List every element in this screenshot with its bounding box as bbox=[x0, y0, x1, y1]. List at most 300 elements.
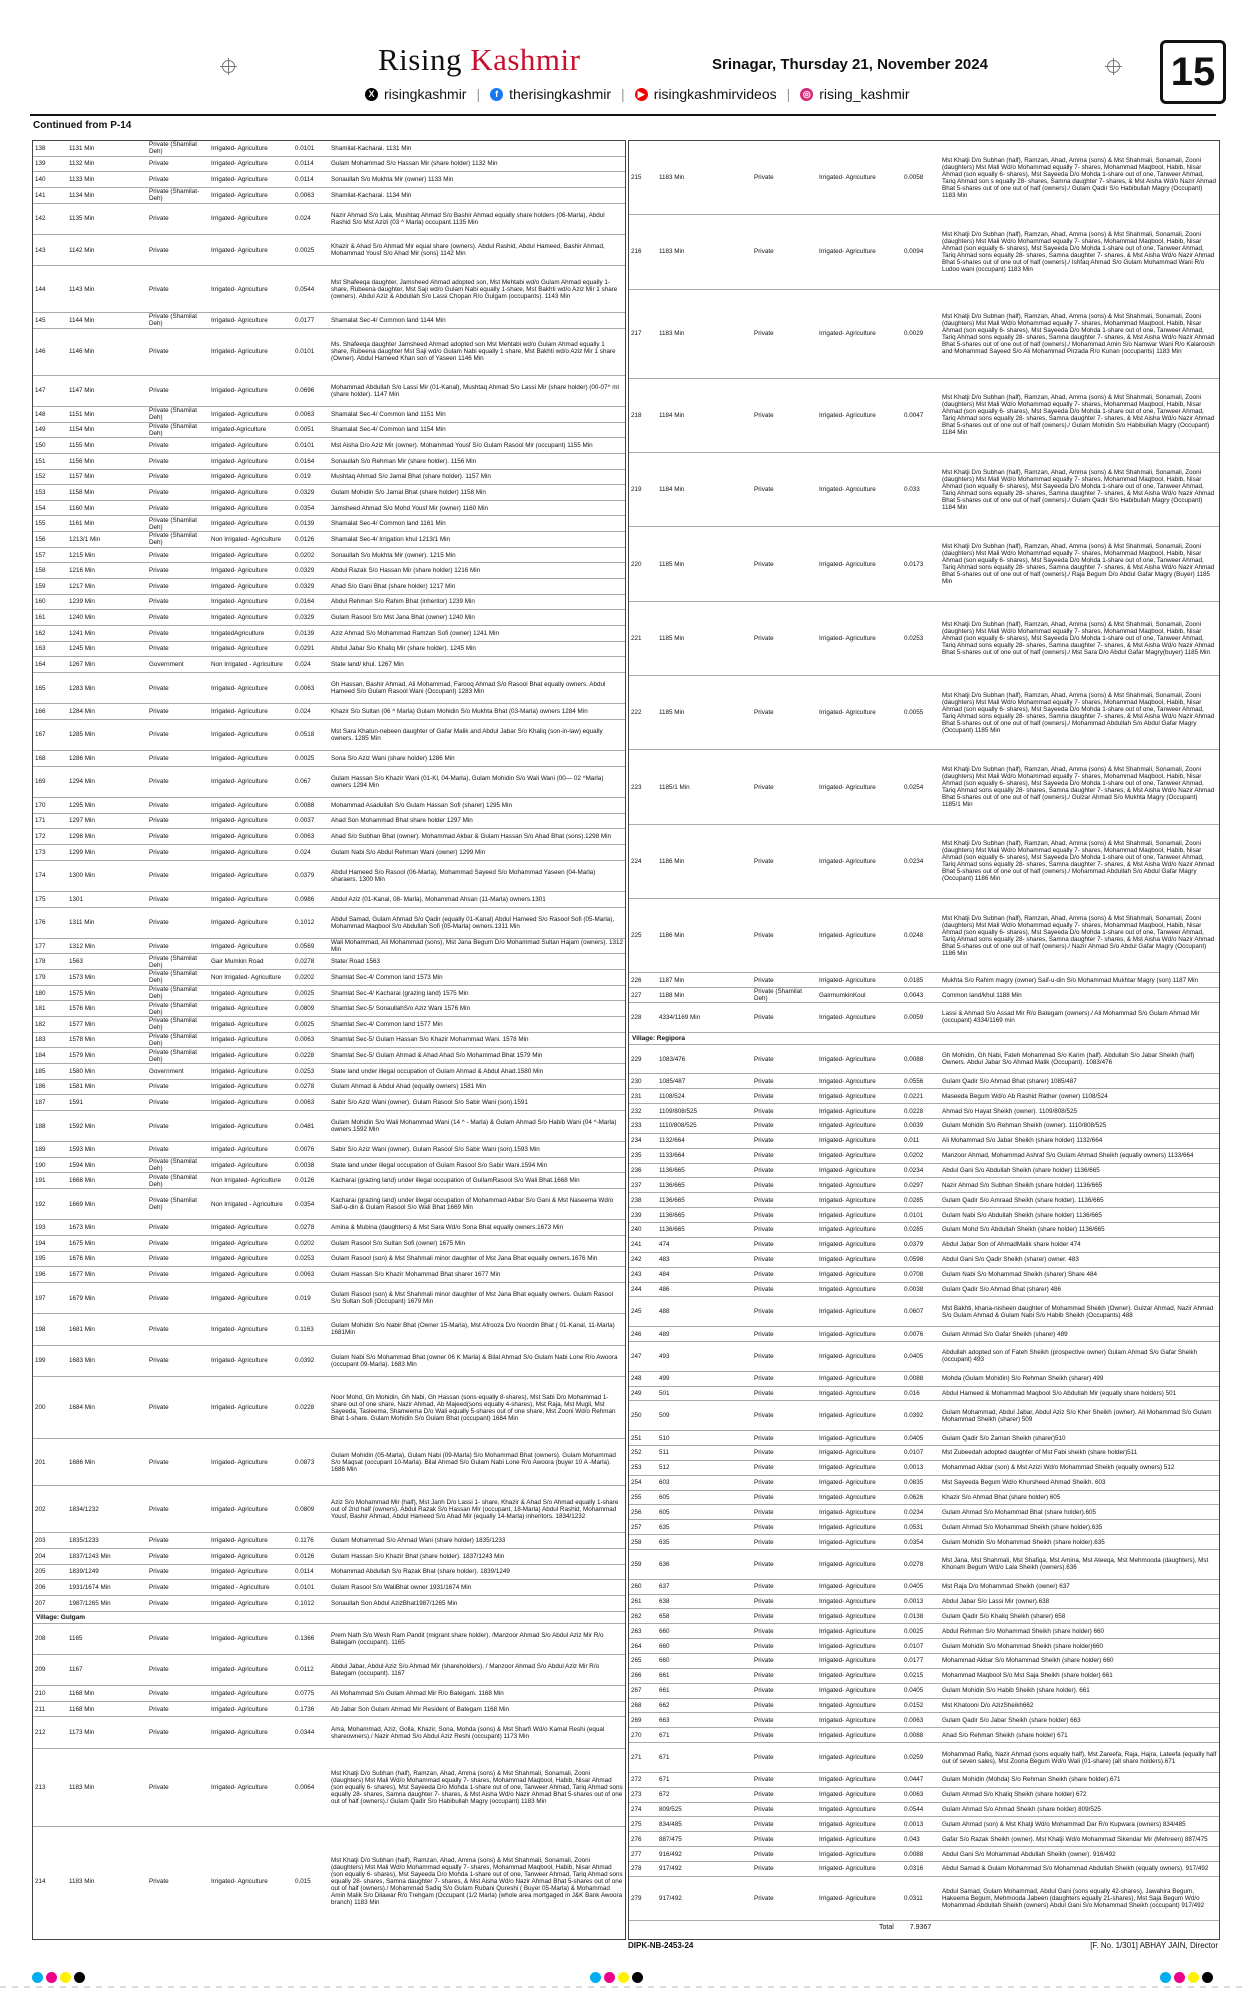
cell-serial-number: 194 bbox=[35, 1239, 46, 1247]
cell-area-value: 0.0038 bbox=[904, 1285, 924, 1293]
cell-owner-details: Gulam Ahmad (son) & Mst Khatji Wd/o Mohammad Dar R/o Kupwara (owners) 834/485 bbox=[942, 1820, 1186, 1828]
cell-ownership-type: Private bbox=[149, 457, 169, 465]
cell-khasra-number: 1151 Min bbox=[69, 410, 95, 418]
cell-khasra-number: 1245 Min bbox=[69, 645, 95, 653]
cell-serial-number: 230 bbox=[631, 1077, 642, 1085]
cell-ownership-type: Private bbox=[754, 1152, 774, 1160]
notice-code: DIPK-NB-2453-24 bbox=[628, 1941, 694, 1950]
cell-owner-details: Gulam Qadir S/o Jabar Sheikh (share holder) 663 bbox=[942, 1716, 1081, 1724]
cell-khasra-number: 1575 Min bbox=[69, 989, 95, 997]
cell-ownership-type: Private bbox=[754, 1375, 774, 1383]
cell-ownership-type: Private bbox=[754, 1560, 774, 1568]
table-row bbox=[629, 1104, 1219, 1119]
cell-serial-number: 236 bbox=[631, 1167, 642, 1175]
cell-ownership-type: Private bbox=[149, 1505, 169, 1513]
table-row bbox=[33, 1377, 625, 1440]
cell-serial-number: 205 bbox=[35, 1568, 46, 1576]
table-row bbox=[33, 563, 625, 579]
cell-khasra-number: 1167 bbox=[69, 1666, 83, 1674]
registration-mark-icon bbox=[222, 60, 235, 73]
cell-owner-details: Shamlat Sec-4/ Common land 1577 Min bbox=[331, 1020, 443, 1028]
cell-area-value: 0.0101 bbox=[295, 442, 315, 450]
table-row bbox=[629, 1491, 1219, 1506]
cell-owner-details: Shamalat Sec-4/ Irrigation khul 1213/1 Min bbox=[331, 535, 451, 543]
cell-serial-number: 152 bbox=[35, 473, 46, 481]
cell-land-class: Irrigated- Agriculture bbox=[819, 1850, 876, 1858]
cell-owner-details: Gulam Mohidin S/o Mohammad Sheikh (share holder).635 bbox=[942, 1538, 1105, 1546]
cell-land-class: Irrigated- Agriculture bbox=[819, 932, 876, 940]
cell-owner-details: Ahmad S/o Hayat Sheikh (owner). 1109/808/525 bbox=[942, 1107, 1077, 1115]
cell-area-value: 0.0063 bbox=[904, 1791, 924, 1799]
cell-land-class: Irrigated- Agriculture bbox=[819, 1375, 876, 1383]
cell-area-value: 0.0063 bbox=[295, 684, 315, 692]
cell-serial-number: 255 bbox=[631, 1493, 642, 1501]
cell-owner-details: Gulam Rasool (son) & Mst Shahmali minor daughter of Mst Jana Bhat equally owners.1676 Min bbox=[331, 1255, 598, 1263]
cell-ownership-type: Private bbox=[754, 1731, 774, 1739]
cell-khasra-number: 1157 Min bbox=[69, 473, 95, 481]
cell-ownership-type: Private (Shamilat Deh) bbox=[149, 954, 197, 969]
cell-owner-details: Mohammad Asadullah S/o Gulam Hassan Sofi (sharer) 1295 Min bbox=[331, 801, 512, 809]
cell-serial-number: 215 bbox=[631, 174, 642, 182]
cell-khasra-number: 1142 Min bbox=[69, 246, 95, 254]
cell-land-class: Irrigated- Agriculture bbox=[819, 857, 876, 865]
cell-ownership-type: Private (Shamilat Deh) bbox=[149, 1017, 197, 1032]
cell-land-class: Irrigated- Agriculture bbox=[819, 560, 876, 568]
table-row bbox=[33, 172, 625, 188]
cell-land-class: Irrigated- Agriculture bbox=[211, 942, 268, 950]
cell-owner-details: Ali Mohammad S/o Jabar Sheikh (share holder) 1132/664 bbox=[942, 1137, 1103, 1145]
cell-area-value: 0.0215 bbox=[904, 1672, 924, 1680]
cell-khasra-number: 662 bbox=[659, 1701, 670, 1709]
cell-ownership-type: Government bbox=[149, 661, 184, 669]
cell-owner-details: Aziz Ahmad S/o Mohammad Ramzan Sofi (owner) 1241 Min bbox=[331, 629, 499, 637]
cell-area-value: 0.0202 bbox=[295, 1239, 315, 1247]
cell-serial-number: 253 bbox=[631, 1464, 642, 1472]
cell-khasra-number: 1108/524 bbox=[659, 1092, 685, 1100]
cell-khasra-number: 638 bbox=[659, 1597, 670, 1605]
table-row bbox=[629, 1268, 1219, 1283]
table-row bbox=[33, 1346, 625, 1377]
cell-serial-number: 198 bbox=[35, 1325, 46, 1333]
cell-khasra-number: 1573 Min bbox=[69, 973, 95, 981]
cell-area-value: 0.0447 bbox=[904, 1776, 924, 1784]
cell-land-class: Irrigated- Agriculture bbox=[211, 1083, 268, 1091]
table-row bbox=[629, 1595, 1219, 1610]
cell-owner-details: Gafar S/o Razak Sheikh (owner). Mst Khatji Wd/o Mohammad Sikendar Mir (Mehreen) 887/475 bbox=[942, 1835, 1208, 1843]
cell-area-value: 0.0094 bbox=[904, 248, 924, 256]
cell-ownership-type: Private bbox=[149, 778, 169, 786]
cell-land-class: Irrigated- Agriculture bbox=[211, 176, 268, 184]
cell-khasra-number: 483 bbox=[659, 1256, 670, 1264]
cell-area-value: 0.0221 bbox=[904, 1092, 924, 1100]
cell-land-class: Irrigated- Agriculture bbox=[211, 1099, 268, 1107]
cell-owner-details: Abdul Jabar S/o Lassi Mir (owner).638 bbox=[942, 1597, 1050, 1605]
cell-land-class: Gair Mumkin Road bbox=[211, 958, 264, 966]
cell-ownership-type: Private (Shamilat Deh) bbox=[149, 532, 197, 547]
cell-khasra-number: 663 bbox=[659, 1716, 670, 1724]
cell-owner-details: Ahad Son Mohammad Bhat share holder 1297 Min bbox=[331, 817, 473, 825]
table-row bbox=[629, 1699, 1219, 1714]
table-row bbox=[629, 1387, 1219, 1402]
cell-owner-details: Abdul Samad & Gulam Mohammad S/o Mohammad Abdullah Sheikh (equally owners). 917/492 bbox=[942, 1865, 1209, 1873]
cell-khasra-number: 1215 Min bbox=[69, 551, 95, 559]
cell-ownership-type: Private bbox=[754, 976, 774, 984]
cell-owner-details: Wali Mohammad, Ali Mohammad (sons), Mst Jana Begum D/o Mohammad Sultan Hajam (owners). 1312 Min bbox=[331, 939, 623, 954]
table-row bbox=[629, 1431, 1219, 1446]
table-row bbox=[33, 1017, 625, 1033]
cell-khasra-number: 1267 Min bbox=[69, 661, 95, 669]
cell-serial-number: 245 bbox=[631, 1308, 642, 1316]
cell-ownership-type: Private bbox=[754, 1434, 774, 1442]
cell-owner-details: Gulam Hassan S/o Khazir Mohammad Bhat sharer 1677 Min bbox=[331, 1271, 501, 1279]
cell-area-value: 0.0248 bbox=[904, 932, 924, 940]
cell-ownership-type: Private (Shamilat Deh) bbox=[149, 1173, 197, 1188]
cell-ownership-type: Private bbox=[754, 1181, 774, 1189]
cell-serial-number: 250 bbox=[631, 1412, 642, 1420]
cell-ownership-type: Private bbox=[754, 1508, 774, 1516]
cell-owner-details: State land under illegal occupation of Gulam Rasool S/o Sabir Wani.1594 Min bbox=[331, 1161, 548, 1169]
cell-serial-number: 162 bbox=[35, 629, 46, 637]
cell-khasra-number: 671 bbox=[659, 1731, 670, 1739]
cell-owner-details: Shamilat-Kacharai. 1134 Min bbox=[331, 191, 412, 199]
cell-ownership-type: Private bbox=[149, 285, 169, 293]
table-row bbox=[629, 1580, 1219, 1595]
cell-ownership-type: Private bbox=[149, 1325, 169, 1333]
cell-serial-number: 185 bbox=[35, 1067, 46, 1075]
cell-khasra-number: 511 bbox=[659, 1449, 670, 1457]
cell-owner-details: Mst Khatji D/o Subhan (half), Ramzan, Ahad, Amma (sons) & Mst Shahmali, Sonamali, Zooni (daughters) Mst Mali Wd/o Mohammad equally 7- shares, Mohammad Maqbool, Habib, Nisar Ahmad (son equally 6- shares), Mst Sayeeda D/o Mohda 1-share out of one, Tanweer Ahmad, Tariq Ahmad sons equally 28- shares, Samna daughter 7- shares, & Mst Aisha Wd/o Nazir Ahmad Bhat 5-shares out of one out of half (owners)./ Gulam Mohidin S/o Habibullah Magry (Occupant) 1184 Min bbox=[942, 394, 1215, 437]
cell-owner-details: Shamalat Sec-4/ Common land 1144 Min bbox=[331, 316, 446, 324]
cell-owner-details: Ahad S/o Subhan Bhat (owner). Mohammad Akbar & Gulam Hassan S/o Ahad Bhat (sons).1298 Min bbox=[331, 833, 612, 841]
cell-owner-details: Manzoor Ahmad, Mohammad Ashraf S/o Gulam Ahmad Sheikh (equally owners) 1133/664 bbox=[942, 1152, 1194, 1160]
social-handle-youtube: risingkashmirvideos bbox=[653, 86, 777, 102]
cell-area-value: 0.0291 bbox=[295, 645, 315, 653]
cell-serial-number: 208 bbox=[35, 1635, 46, 1643]
cell-serial-number: 155 bbox=[35, 520, 46, 528]
cell-khasra-number: 1931/1674 Min bbox=[69, 1584, 111, 1592]
cell-owner-details: Mst Khatji D/o Subhan (half), Ramzan, Ahad, Amma (sons) & Mst Shahmali, Sonamali, Zooni (daughters) Mst Mali Wd/o Mohammad equally 7- shares, Mohammad Maqbool, Habib, Nisar Ahmad (son equally 6- shares), Mst Sayeeda D/o Mohda 1-share out of one, Tanweer Ahmad, Tariq Ahmad sons equally 28- shares, Samna daughter 7- shares, & Mst Aisha Wd/o Nazir Ahmad Bhat 5-shares out of one out of half (owners)./ Ishfaq Ahmad S/o Gulam Mohammad Wani R/o Ludoo wani (occupant) 1183 Min bbox=[942, 230, 1215, 273]
cell-area-value: 0.043 bbox=[904, 1835, 920, 1843]
cell-khasra-number: 1136/665 bbox=[659, 1181, 685, 1189]
cell-owner-details: Kacharai (grazing land) under illegal occupation of Mohammad Akbar S/o Gani & Mst Naseema Wd/o Saif-u-din & Gulam Rasool S/o Wali Bhat 1669 Min bbox=[331, 1197, 614, 1212]
cell-ownership-type: Private bbox=[754, 1352, 774, 1360]
cell-owner-details: Gulam Ahmad S/o Mohammad Bhat (share holder).605 bbox=[942, 1508, 1097, 1516]
table-row bbox=[629, 1743, 1219, 1773]
cell-serial-number: 178 bbox=[35, 958, 46, 966]
cell-land-class: Irrigated- Agriculture bbox=[211, 833, 268, 841]
cell-khasra-number: 489 bbox=[659, 1330, 670, 1338]
cell-area-value: 0.0058 bbox=[904, 174, 924, 182]
cell-khasra-number: 1593 Min bbox=[69, 1145, 95, 1153]
cell-owner-details: Mst Khatji D/o Subhan (half), Ramzan, Ahad, Amma (sons) & Mst Shahmali, Sonamali, Zooni (daughters) Mst Mali Wd/o Mohammad equally 7- shares, Mohammad Maqbool, Habib, Nisar Ahmad (son equally 6- shares), Mst Sayeeda D/o Mohda 1-share out of one, Tanweer Ahmad, Tariq Ahmad sons equally 28- shares, Samna daughter 7- shares, & Mst Aisha Wd/o Nazir Ahmad Bhat 5-shares out of one out of half (owners)./ Mohammad Abdullah S/o Abdul Gafar Magry (Occupant) 1185 Min bbox=[942, 691, 1215, 734]
cell-area-value: 0.0114 bbox=[295, 1568, 314, 1576]
cell-land-class: Irrigated- Agriculture bbox=[211, 1877, 268, 1885]
cell-area-value: 0.0088 bbox=[904, 1375, 924, 1383]
cell-land-class: Irrigated- Agriculture bbox=[211, 801, 268, 809]
table-row bbox=[629, 1461, 1219, 1476]
cell-area-value: 0.0126 bbox=[295, 535, 315, 543]
table-row bbox=[629, 1003, 1219, 1033]
cell-ownership-type: Private bbox=[149, 1255, 169, 1263]
cell-serial-number: 179 bbox=[35, 973, 46, 981]
cell-serial-number: 142 bbox=[35, 215, 46, 223]
cell-serial-number: 258 bbox=[631, 1538, 642, 1546]
cell-ownership-type: Private bbox=[754, 1479, 774, 1487]
cell-khasra-number: 1580 Min bbox=[69, 1067, 95, 1075]
cell-land-class: Irrigated- Agriculture bbox=[211, 848, 268, 856]
cell-ownership-type: Private bbox=[754, 1196, 774, 1204]
table-row bbox=[33, 642, 625, 658]
cell-khasra-number: 1185 Min bbox=[659, 634, 685, 642]
table-row bbox=[33, 1565, 625, 1581]
cell-land-class: Irrigated- Agriculture bbox=[211, 1599, 268, 1607]
cell-serial-number: 278 bbox=[631, 1865, 642, 1873]
table-row bbox=[629, 602, 1219, 676]
cell-land-class: Irrigated- Agriculture bbox=[819, 1508, 876, 1516]
cell-ownership-type: Private bbox=[754, 560, 774, 568]
cell-ownership-type: Private bbox=[149, 348, 169, 356]
table-row bbox=[33, 610, 625, 626]
cell-serial-number: 139 bbox=[35, 160, 46, 168]
cell-area-value: 0.0101 bbox=[295, 1584, 315, 1592]
table-row bbox=[33, 1064, 625, 1080]
cell-serial-number: 223 bbox=[631, 783, 642, 791]
cell-khasra-number: 660 bbox=[659, 1627, 670, 1635]
cell-serial-number: 186 bbox=[35, 1083, 46, 1091]
cell-area-value: 0.011 bbox=[904, 1137, 920, 1145]
masthead bbox=[0, 0, 1247, 118]
cell-khasra-number: 887/475 bbox=[659, 1835, 682, 1843]
cell-owner-details: Abdul Hameed & Mohammad Maqbool S/o Abdullah Mir (equally share holders) 501 bbox=[942, 1389, 1177, 1397]
cell-owner-details: Mohammad Akbar (son) & Mst Azizi Wd/o Mohammad Sheikh (equally owners) 512 bbox=[942, 1464, 1175, 1472]
cell-ownership-type: Private bbox=[754, 1122, 774, 1130]
cell-ownership-type: Private bbox=[754, 1055, 774, 1063]
cell-owner-details: Maseeda Begum Wd/o Ab Rashid Rather (owner) 1108/524 bbox=[942, 1092, 1108, 1100]
cell-area-value: 0.0544 bbox=[295, 285, 315, 293]
cell-area-value: 0.0173 bbox=[904, 560, 924, 568]
social-handles: X risingkashmir | f therisingkashmir | ▶ risingkashmirvideos | ◎ rising_kashmir bbox=[365, 86, 910, 102]
cell-owner-details: Lassi & Ahmad S/o Assad Mir R/o Bategam (owners)./ Ali Mohammad S/o Gulam Ahmad Mir (occupant) 4334/1169 min bbox=[942, 1010, 1200, 1025]
cell-serial-number: 182 bbox=[35, 1020, 46, 1028]
cell-serial-number: 165 bbox=[35, 684, 46, 692]
cell-owner-details: Gulam Mohidin S/o Habib Sheikh (share holder). 661 bbox=[942, 1687, 1090, 1695]
table-row bbox=[629, 1119, 1219, 1134]
cell-land-class: Irrigated- Agriculture bbox=[211, 1271, 268, 1279]
cell-ownership-type: Private bbox=[149, 1239, 169, 1247]
cell-khasra-number: 661 bbox=[659, 1687, 670, 1695]
cell-area-value: 0.0025 bbox=[295, 989, 315, 997]
cell-area-value: 0.0039 bbox=[904, 1122, 924, 1130]
cell-land-class: Irrigated- Agriculture bbox=[819, 1716, 876, 1724]
cell-serial-number: 265 bbox=[631, 1657, 642, 1665]
cell-ownership-type: Private (Shamilat Deh) bbox=[149, 1048, 197, 1063]
cell-area-value: 0.0088 bbox=[904, 1055, 924, 1063]
cell-serial-number: 145 bbox=[35, 316, 46, 324]
cell-land-class: Irrigated- Agriculture bbox=[211, 1705, 268, 1713]
cell-ownership-type: Private bbox=[149, 1584, 169, 1592]
cell-serial-number: 276 bbox=[631, 1835, 642, 1843]
table-row bbox=[629, 1817, 1219, 1832]
cell-owner-details: Gulam Mohammad S/o Hassan Mir (share holder) 1132 Min bbox=[331, 160, 498, 168]
cell-serial-number: 262 bbox=[631, 1612, 642, 1620]
table-row bbox=[33, 188, 625, 204]
cell-ownership-type: Private bbox=[754, 1627, 774, 1635]
cell-serial-number: 197 bbox=[35, 1294, 46, 1302]
table-row bbox=[33, 704, 625, 720]
cell-land-class: Irrigated- Agriculture bbox=[211, 1036, 268, 1044]
color-bar bbox=[590, 1972, 643, 1983]
cell-ownership-type: Private (Shamilat Deh) bbox=[149, 422, 197, 437]
cell-ownership-type: Private bbox=[149, 1145, 169, 1153]
table-row bbox=[629, 141, 1219, 215]
cell-owner-details: Abdul Jabar Son of AhmadMalik share holder 474 bbox=[942, 1241, 1081, 1249]
cell-area-value: 0.0138 bbox=[904, 1612, 924, 1620]
table-row bbox=[629, 1089, 1219, 1104]
cell-khasra-number: 1240 Min bbox=[69, 614, 95, 622]
cell-owner-details: Mst Khatji D/o Subhan (half), Ramzan, Ahad, Amma (sons) & Mst Shahmali, Sonamali, Zooni (daughters) Mst Mali Wd/o Mohammad equally 7- shares, Mohammad Maqbool, Habib, Nisar Ahmad (son equally 6- shares), Mst Sayeeda D/o Mohda 1-share out of one, Tanweer Ahmad, Tariq Ahmad sons equally 28- shares, Samna daughter 7- shares, & Mst Aisha Wd/o Nazir Ahmad Bhat 5-shares out of one out of half (owners)./ Gulzar Ahmad S/o Mukhta Magry (Occupant) 1185/1 Min bbox=[942, 766, 1215, 809]
cell-serial-number: 183 bbox=[35, 1036, 46, 1044]
cell-ownership-type: Private bbox=[149, 1224, 169, 1232]
cell-area-value: 0.0329 bbox=[295, 582, 315, 590]
cell-serial-number: 195 bbox=[35, 1255, 46, 1263]
cell-land-class: Irrigated- Agriculture bbox=[819, 1055, 876, 1063]
cell-ownership-type: Government bbox=[149, 1067, 184, 1075]
cell-ownership-type: Private bbox=[149, 1099, 169, 1107]
table-row bbox=[629, 1520, 1219, 1535]
cell-owner-details: State land/ khul. 1267 Min bbox=[331, 661, 404, 669]
table-row bbox=[629, 1862, 1219, 1877]
cell-owner-details: Sonaullah S/o Mukhta Mir (owner). 1215 Min bbox=[331, 551, 456, 559]
table-row bbox=[33, 1655, 625, 1686]
cell-land-class: Irrigated- Agriculture bbox=[819, 1776, 876, 1784]
cell-land-class: Irrigated- Agriculture bbox=[819, 1612, 876, 1620]
cell-serial-number: 170 bbox=[35, 801, 46, 809]
cell-owner-details: Mst Khatji D/o Subhan (half), Ramzan, Ahad, Amma (sons) & Mst Shahmali, Sonamali, Zooni (daughters) Mst Mali Wd/o Mohammad equally 7- shares, Mohammad Maqbool, Habib, Nisar Ahmad (son equally 6- shares), Mst Sayeeda D/o Mohda 1-share out of one, Tanweer Ahmad, Tariq Ahmad sons equally 28- shares, Samna daughter 7- shares, & Mst Aisha Wd/o Nazir Ahmad Bhat 5-shares out of one out of half (owners)./ Mohammad Sadiq S/o Gulam Rubani Qureshi ( Buyer 05-Marla) & Mohammad Amin Malik S/o Dilawar R/o Trehgam (Occupant (1/2 Marla) (whole area mortgaged in J&K Bank Awoora branch) 1183 Min bbox=[331, 1856, 623, 1906]
cell-ownership-type: Private bbox=[149, 833, 169, 841]
cell-owner-details: Mst Khatji D/o Subhan (half), Ramzan, Ahad, Amma (sons) & Mst Shahmali, Sonamali, Zooni (daughters) Mst Mali Wd/o Mohammad equally 7- shares, Mohammad Maqbool, Habib, Nisar Ahmad (son equally 6- shares), Mst Sayeeda D/o Mohda 1-share out of one, Tanweer Ahmad, Tariq Ahmad sons equally 28- shares, Samna daughter 7- shares, & Mst Aisha Wd/o Nazir Ahmad Bhat 5-shares out of one out of half (owners)./ Mohammad Abdullah S/o Abdul Gafar Magry (Occupant) 1186 Min bbox=[942, 840, 1215, 883]
cell-owner-details: Mst Jana, Mst Shahmali, Mst Shafiqa, Mst Amina, Mst Ateeqa, Mst Mehmooda (daughters), Mst Khonam Begum Wd/o Lala Sheikh (owners).636 bbox=[942, 1557, 1209, 1572]
cell-land-class: Irrigated- Agriculture bbox=[819, 1820, 876, 1828]
cell-land-class: Irrigated- Agriculture bbox=[819, 1835, 876, 1843]
table-row bbox=[629, 1283, 1219, 1298]
cell-owner-details: Gulam Rasool S/o Mst Jana Bhat (owner) 1240 Min bbox=[331, 614, 475, 622]
cell-khasra-number: 1135 Min bbox=[69, 215, 95, 223]
cell-land-class: Irrigated- Agriculture bbox=[819, 1211, 876, 1219]
cell-khasra-number: 1132 Min bbox=[69, 160, 95, 168]
cell-owner-details: Khazir S/o Ahmad Bhat (share holder) 605 bbox=[942, 1493, 1061, 1501]
cell-ownership-type: Private bbox=[149, 1537, 169, 1545]
cell-owner-details: Abdul Gani S/o Abdullah Sheikh (share holder) 1136/665 bbox=[942, 1167, 1100, 1175]
cell-land-class: Irrigated- Agriculture bbox=[819, 634, 876, 642]
cell-area-value: 0.0088 bbox=[904, 1731, 924, 1739]
cell-khasra-number: 510 bbox=[659, 1434, 670, 1442]
cell-area-value: 0.0253 bbox=[295, 1067, 315, 1075]
cell-khasra-number: 1156 Min bbox=[69, 457, 95, 465]
cell-serial-number: 244 bbox=[631, 1285, 642, 1293]
cell-owner-details: Shamlat Sec-4/ Common land 1573 Min bbox=[331, 973, 443, 981]
cell-owner-details: Gulam Mohd S/o Abdullah Sheikh (share holder) 1136/665 bbox=[942, 1226, 1105, 1234]
cell-land-class: Irrigated- Agriculture bbox=[819, 248, 876, 256]
cell-land-class: Irrigated- Agriculture bbox=[819, 1330, 876, 1338]
cell-serial-number: 171 bbox=[35, 817, 46, 825]
cell-ownership-type: Private (Shamilat Deh) bbox=[149, 1032, 197, 1047]
cell-serial-number: 193 bbox=[35, 1224, 46, 1232]
cell-khasra-number: 660 bbox=[659, 1657, 670, 1665]
cell-ownership-type: Private bbox=[754, 783, 774, 791]
cell-serial-number: 238 bbox=[631, 1196, 642, 1204]
cell-serial-number: 228 bbox=[631, 1013, 642, 1021]
table-row bbox=[33, 1486, 625, 1533]
cell-land-class: Non Irrigated- Agriculture bbox=[211, 973, 281, 981]
cell-khasra-number: 1677 Min bbox=[69, 1271, 95, 1279]
cell-serial-number: 167 bbox=[35, 731, 46, 739]
cell-ownership-type: Private bbox=[149, 1689, 169, 1697]
cell-owner-details: Mst Zubeedah adopted daughter of Mst Fabi sheikh (share holder)511 bbox=[942, 1449, 1138, 1457]
cell-owner-details: Ab Jabar Son Gulam Ahmad Mir Resident of Bategam 1168 Min bbox=[331, 1705, 510, 1713]
cell-khasra-number: 1216 Min bbox=[69, 567, 95, 575]
cell-ownership-type: Private (Shamilat Deh) bbox=[149, 1197, 197, 1212]
cell-ownership-type: Private bbox=[754, 1687, 774, 1695]
cell-land-class: Irrigated- Agriculture bbox=[819, 1352, 876, 1360]
table-row bbox=[629, 1297, 1219, 1327]
cell-ownership-type: Private bbox=[754, 932, 774, 940]
cell-khasra-number: 1239 Min bbox=[69, 598, 95, 606]
cell-area-value: 0.0063 bbox=[295, 410, 315, 418]
cell-ownership-type: Private bbox=[754, 1013, 774, 1021]
cell-area-value: 0.0047 bbox=[904, 411, 924, 419]
cell-ownership-type: Private bbox=[754, 1716, 774, 1724]
cell-area-value: 0.0775 bbox=[295, 1689, 315, 1697]
cell-owner-details: Gulam Ahmad S/o Khaliq Sheikh (share holder) 672 bbox=[942, 1791, 1087, 1799]
cell-land-class: Irrigated- Agriculture bbox=[211, 614, 268, 622]
cell-land-class: Irrigated- Agriculture bbox=[211, 817, 268, 825]
cell-ownership-type: Private bbox=[149, 1877, 169, 1885]
cell-owner-details: Gulam Ahmad S/o Ahmad Sheikh (share holder) 809/525 bbox=[942, 1806, 1101, 1813]
cell-area-value: 0.0253 bbox=[904, 634, 924, 642]
cell-owner-details: Gulam Nabi S/o Abdullah Sheikh (share holder) 1136/665 bbox=[942, 1211, 1102, 1219]
cell-land-class: Irrigated- Agriculture bbox=[819, 1754, 876, 1761]
cell-serial-number: 144 bbox=[35, 285, 46, 293]
cell-serial-number: 176 bbox=[35, 919, 46, 927]
cell-ownership-type: Private bbox=[754, 857, 774, 865]
cell-area-value: 0.0556 bbox=[904, 1077, 924, 1085]
cell-serial-number: 279 bbox=[631, 1895, 642, 1903]
cell-serial-number: 202 bbox=[35, 1505, 46, 1513]
cell-owner-details: Gulam Mohammad S/o Ahmad Wani (share holder) 1835/1233 bbox=[331, 1537, 506, 1545]
cell-ownership-type: Private bbox=[754, 1330, 774, 1338]
cell-khasra-number: 1133/664 bbox=[659, 1152, 685, 1160]
cell-khasra-number: 1241 Min bbox=[69, 629, 95, 637]
table-row bbox=[629, 825, 1219, 899]
table-row bbox=[33, 1267, 625, 1283]
cell-khasra-number: 1835/1233 bbox=[69, 1537, 99, 1545]
cell-area-value: 0.0626 bbox=[904, 1493, 924, 1501]
cell-serial-number: 257 bbox=[631, 1523, 642, 1531]
cell-land-class: Irrigated- Agriculture bbox=[819, 1701, 876, 1709]
cell-ownership-type: Private bbox=[754, 486, 774, 494]
total-row bbox=[629, 1921, 1219, 1935]
cell-serial-number: 177 bbox=[35, 942, 46, 950]
cell-area-value: 0.0254 bbox=[904, 783, 924, 791]
table-row bbox=[33, 1111, 625, 1142]
table-row bbox=[33, 1080, 625, 1096]
cell-owner-details: Noor Mohd, Gh Mohidin, Gh Nabi, Gh Hassan (sons equally 8-shares), Mst Sabi D/o Mohammad 1-share out of one share, Nazir Ahmad, Ab Majeed(sons equally 4-shares), Mst Raja, Mst Mugli, Mst Sayeeda, Tasleema, Shameema D/o Wali equally 5-shares out of one share, Mst Zooni Wd/o Rehman Bhat 1-share. Gulam Mohidin S/o Gulam Bhat (occupant) 1684 Min bbox=[331, 1393, 616, 1422]
cell-owner-details: Common land/khul 1188 Min bbox=[942, 991, 1022, 999]
cell-area-value: 0.0025 bbox=[295, 1020, 315, 1028]
cell-land-class: Irrigated- Agriculture bbox=[211, 1666, 268, 1674]
cell-area-value: 0.0986 bbox=[295, 895, 315, 903]
cell-ownership-type: Private bbox=[149, 504, 169, 512]
